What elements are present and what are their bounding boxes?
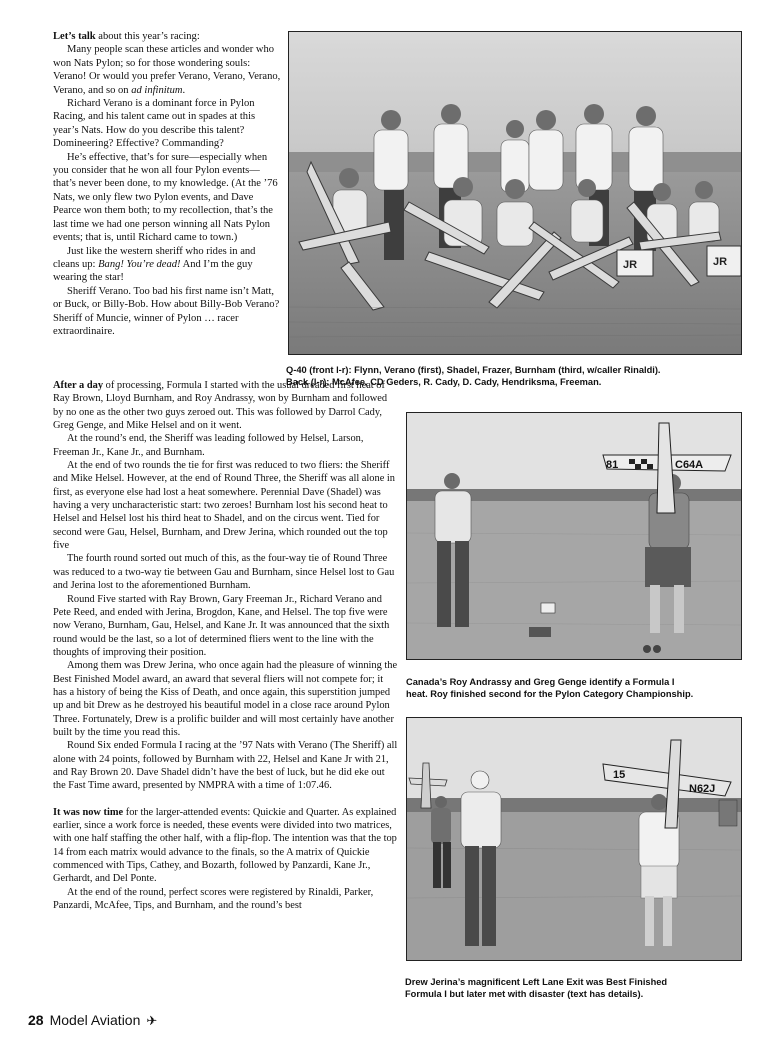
jerina-photo-image xyxy=(407,718,741,960)
andrassy-photo-image xyxy=(407,413,741,659)
main-paragraph: At the end of the round, perfect scores were registered by Rinaldi, Parker, Panzardi, McAfee, Tips, and Burnham, and the round’s best xyxy=(53,886,374,912)
jerina-reg-left: 15 xyxy=(613,769,626,781)
jerina-reg-right: N62J xyxy=(689,783,716,795)
main-column xyxy=(53,379,398,912)
intro-paragraph: Let’s talk about this year’s racing: xyxy=(53,31,200,42)
jerina-photo xyxy=(406,717,742,961)
andrassy-photo-caption: Canada’s Roy Andrassy and Greg Genge identify a Formula I heat. Roy finished second for the Pylon Category Championship. xyxy=(406,677,694,699)
main-paragraph: It was now time for the larger-attended events: Quickie and Quarter. As explained earlier, since a work force is needed, these events were divided into two matrices, with one half staffing the other half, with a flip-flop. The intention was that the top 14 from each matrix would advance to the finals, so the A matrix of Quickie commenced with Tips, Cathey, and Bozarth, followed by Panzardi, Kane Jr., Gerhardt, and Del Ponte. xyxy=(53,806,397,885)
intro-paragraph: He’s effective, that’s for sure—especially when you consider that he won all four Pylon events—that’s never been done, to my knowledge. (At the ’76 Nats, we only flew two Pylon events, and Dave Pearce won them both; to my recollection, that’s the last time we had one person winning all Nats Pylon events; that is, until Richard came to town.) xyxy=(53,151,278,244)
main-paragraph: Round Six ended Formula I racing at the ’97 Nats with Verano (The Sheriff) all alone with 24 points, followed by Burnham with 22, Helsel and Kane Jr with 21, and Ray Brown 20. Dave Shadel didn’t have the best of luck, but he did eke out the Fast Time award, presented by NMPRA with a time of 1:07.46. xyxy=(53,740,398,792)
jerina-photo-caption: Drew Jerina’s magnificent Left Lane Exit was Best Finished Formula I but later met with disaster (text has details). xyxy=(405,977,668,999)
group-photo-image xyxy=(289,32,741,354)
main-paragraph: At the round’s end, the Sheriff was leading followed by Helsel, Larson, Freeman Jr., Kane Jr., and Burnham. xyxy=(53,433,364,458)
andrassy-reg-left: 81 xyxy=(606,459,619,471)
airplane-icon: ✈ xyxy=(146,1013,158,1028)
page-number: 28 xyxy=(28,1012,44,1028)
group-photo-caption: Q-40 (front l-r): Flynn, Verano (first), Shadel, Frazer, Burnham (third, w/caller Rinaldi). Back (l-r): McAfee, CD Geders, R. Cady, D. Cady, Hendriksma, Freeman. xyxy=(286,365,661,387)
svg-text:JR: JR xyxy=(713,256,728,268)
main-paragraph: Round Five started with Ray Brown, Gary Freeman Jr., Richard Verano and Pete Reed, and ended with Jerina, Brogdon, Kane, and Helsel. The top five were now Verano, Burnham, Gau, Helsel, and Kane Jr. It was announced that the sixth round would be the last, so a lot of determined fliers went to the line with the thoughts of improving their position. xyxy=(53,593,390,658)
group-photo xyxy=(288,31,742,355)
main-paragraph: After a day of processing, Formula I started with the usual dreaded first heat of Ray Brown, Lloyd Burnham, and Roy Andrassy, won by Burnham and followed by no one as the other two guys zeroed out. This was followed by Darrol Cady, Greg Genge, and Mike Helsel and on it went. xyxy=(53,380,388,432)
intro-paragraph: Just like the western sheriff who rides in and cleans up: Bang! You’re dead! And I’m the guy wearing the star! xyxy=(53,245,256,284)
intro-paragraph: Richard Verano is a dominant force in Pylon Racing, and his talent came out in spades at this year’s Nats. How do you describe this talent? Domineering? Effective? Commanding? xyxy=(53,98,256,150)
andrassy-reg-right: C64A xyxy=(675,459,704,471)
svg-text:JR: JR xyxy=(623,259,638,271)
andrassy-photo xyxy=(406,412,742,660)
intro-paragraph: Sheriff Verano. Too bad his first name isn’t Matt, or Buck, or Billy-Bob. How about Billy-Bob Verano? Sheriff of Muncie, winner of Pylon … racer extraordinaire. xyxy=(53,285,280,337)
page-footer xyxy=(28,1012,157,1029)
intro-paragraph: Many people scan these articles and wonder who won Nats Pylon; so for those wondering souls: Verano! Or would you prefer Verano, Verano, Verano, Verano, and so on ad infinitum. xyxy=(53,44,281,96)
main-paragraph: Among them was Drew Jerina, who once again had the pleasure of winning the Best Finished Model award, an award that several fliers will not compete for; it has a history of being the Kiss of Death, and once again, this superstition jumped up and bit Drew as he destroyed his beautiful model in a close race around Pylon Three. Fortunately, Drew is a prolific builder and will most certainly have another built by the time you read this. xyxy=(53,660,398,738)
intro-column xyxy=(53,30,281,338)
main-paragraph: The fourth round sorted out much of this, as the four-way tie of Round Three was reduced to a two-way tie between Gau and Burnham, since Helsel lost to Gau and Jerina lost to the aforementioned Burnham. xyxy=(53,553,395,592)
magazine-name: Model Aviation xyxy=(49,1012,141,1028)
main-paragraph: At the end of two rounds the tie for first was reduced to two fliers: the Sheriff and Mike Helsel. However, at the end of Round Three, the Sheriff was all alone in first, as everyone else had lost a heat somewhere. Perennial Dave (Shadel) was having a very uncharacteristic start: two zeroes! Burnham lost his second heat to Helsel and Helsel lost his third heat to Shadel, and on the circus went. Tied for second were Gau, Helsel, Burnham, and Drew Jerina, which rounded out the top five xyxy=(53,460,395,552)
